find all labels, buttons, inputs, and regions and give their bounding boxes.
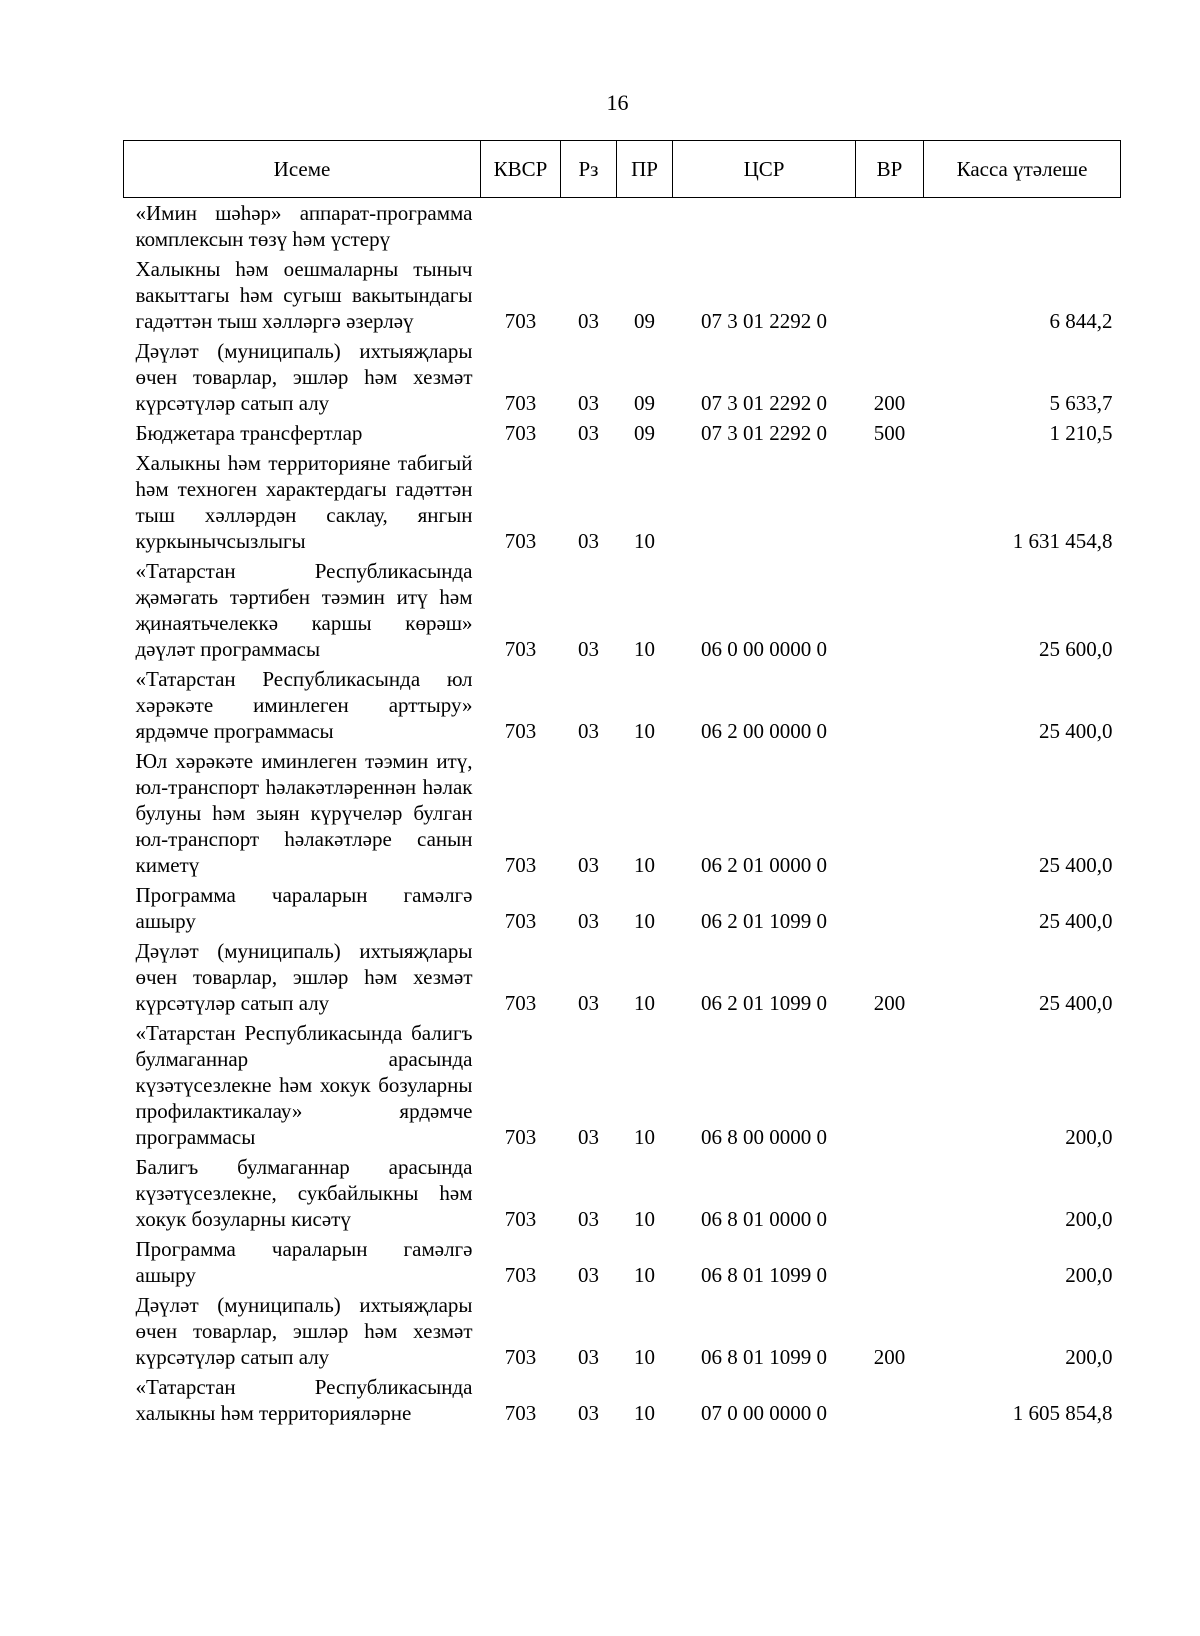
- table-row: [124, 336, 1121, 418]
- row-name: Юл хәрәкәте иминлеген тәэмин итү, юл-транспорт һәлакәтләреннән һәлак булуны һәм зыян күрүчеләр булган юл-транспорт һәлакәтләре санын киметү: [135, 749, 473, 877]
- row-kvsr: 703: [504, 853, 537, 877]
- row-vr: [856, 448, 924, 556]
- row-name: Дәүләт (муниципаль) ихтыяҗлары өчен товарлар, эшләр һәм хезмәт күрсәтүләр сатып алу: [135, 939, 473, 1015]
- table-row: [124, 1372, 1121, 1428]
- header-amount: Касса үтәлеше: [924, 141, 1121, 198]
- table-row: [124, 880, 1121, 936]
- row-vr: [856, 556, 924, 664]
- row-name: «Татарстан Республикасында юл хәрәкәте иминлеген арттыру» ярдәмче программасы: [135, 667, 473, 743]
- row-csr: 06 2 01 0000 0: [701, 853, 827, 877]
- row-pr: 09: [634, 421, 655, 445]
- row-pr: 10: [634, 1345, 655, 1369]
- row-csr: 07 3 01 2292 0: [701, 309, 827, 333]
- row-amount: 200,0: [1065, 1263, 1113, 1287]
- table-row: [124, 254, 1121, 336]
- row-rz: 03: [578, 421, 599, 445]
- row-pr: [617, 198, 673, 255]
- row-pr: 10: [634, 909, 655, 933]
- row-vr: [856, 1152, 924, 1234]
- row-rz: 03: [578, 1401, 599, 1425]
- table-row: [124, 556, 1121, 664]
- row-pr: 09: [634, 391, 655, 415]
- row-kvsr: 703: [504, 529, 537, 553]
- row-vr: 500: [873, 421, 906, 445]
- table-row: [124, 1290, 1121, 1372]
- row-csr: 07 3 01 2292 0: [701, 391, 827, 415]
- row-name: Программа чараларын гамәлгә ашыру: [135, 883, 473, 933]
- row-pr: 10: [634, 529, 655, 553]
- row-kvsr: 703: [504, 1345, 537, 1369]
- row-name: Халыкны һәм территорияне табигый һәм техноген характердагы гадәттән тыш хәлләрдән саклау, янгын куркынычсызлыгы: [135, 451, 473, 553]
- table-row: [124, 1018, 1121, 1152]
- row-vr: [856, 664, 924, 746]
- row-vr: [856, 1372, 924, 1428]
- row-vr: 200: [873, 391, 906, 415]
- row-rz: 03: [578, 637, 599, 661]
- row-amount: 25 400,0: [1039, 719, 1113, 743]
- row-rz: 03: [578, 853, 599, 877]
- table-header-row: [124, 141, 1121, 198]
- header-rz: Рз: [561, 141, 617, 198]
- table-row: [124, 936, 1121, 1018]
- table-row: [124, 418, 1121, 448]
- row-pr: 10: [634, 637, 655, 661]
- row-rz: 03: [578, 719, 599, 743]
- row-pr: 10: [634, 1125, 655, 1149]
- row-rz: 03: [578, 1125, 599, 1149]
- row-amount: 25 600,0: [1039, 637, 1113, 661]
- row-kvsr: 703: [504, 1125, 537, 1149]
- row-kvsr: 703: [504, 421, 537, 445]
- row-csr: 06 0 00 0000 0: [701, 637, 827, 661]
- row-rz: 03: [578, 391, 599, 415]
- row-vr: [856, 1234, 924, 1290]
- row-csr: 06 8 01 1099 0: [701, 1263, 827, 1287]
- row-rz: 03: [578, 529, 599, 553]
- row-amount: 200,0: [1065, 1207, 1113, 1231]
- row-csr: 07 0 00 0000 0: [701, 1401, 827, 1425]
- row-pr: 10: [634, 853, 655, 877]
- row-name: «Татарстан Республикасында җәмәгать тәртибен тәэмин итү һәм җинаятьчелеккә каршы көрәш» дәүләт программасы: [135, 559, 473, 661]
- row-pr: 09: [634, 309, 655, 333]
- row-kvsr: 703: [504, 909, 537, 933]
- row-rz: 03: [578, 991, 599, 1015]
- row-rz: 03: [578, 1207, 599, 1231]
- row-amount: 200,0: [1065, 1345, 1113, 1369]
- row-csr: [673, 448, 856, 556]
- row-rz: [561, 198, 617, 255]
- row-rz: 03: [578, 309, 599, 333]
- row-vr: 200: [873, 1345, 906, 1369]
- row-kvsr: 703: [504, 309, 537, 333]
- row-pr: 10: [634, 719, 655, 743]
- row-vr: 200: [873, 991, 906, 1015]
- row-amount: 1 210,5: [1049, 421, 1113, 445]
- row-amount: 1 605 854,8: [1012, 1401, 1113, 1425]
- row-amount: 6 844,2: [1049, 309, 1113, 333]
- row-name: Балигъ булмаганнар арасында күзәтүсезлекне, сукбайлыкны һәм хокук бозуларны кисәтү: [135, 1155, 473, 1231]
- row-name: Программа чараларын гамәлгә ашыру: [135, 1237, 473, 1287]
- table-row: [124, 448, 1121, 556]
- table-row: [124, 746, 1121, 880]
- header-name: Исеме: [124, 141, 481, 198]
- row-pr: 10: [634, 1207, 655, 1231]
- row-name: Дәүләт (муниципаль) ихтыяҗлары өчен товарлар, эшләр һәм хезмәт күрсәтүләр сатып алу: [135, 339, 473, 415]
- table-row: [124, 1234, 1121, 1290]
- row-pr: 10: [634, 1401, 655, 1425]
- row-name: «Имин шәһәр» аппарат-программа комплексын төзү һәм үстерү: [135, 201, 473, 251]
- row-amount: 200,0: [1065, 1125, 1113, 1149]
- row-vr: [856, 880, 924, 936]
- row-kvsr: 703: [504, 1401, 537, 1425]
- row-csr: [673, 198, 856, 255]
- row-name: Бюджетара трансфертлар: [135, 421, 363, 445]
- page-number: 16: [606, 90, 629, 115]
- row-kvsr: 703: [504, 1207, 537, 1231]
- row-vr: [856, 254, 924, 336]
- row-csr: 06 8 01 1099 0: [701, 1345, 827, 1369]
- table-row: [124, 1152, 1121, 1234]
- row-vr: [856, 1018, 924, 1152]
- row-csr: 06 2 01 1099 0: [701, 991, 827, 1015]
- row-kvsr: 703: [504, 391, 537, 415]
- header-pr: ПР: [617, 141, 673, 198]
- row-rz: 03: [578, 1345, 599, 1369]
- row-amount: 25 400,0: [1039, 853, 1113, 877]
- row-name: «Татарстан Республикасында халыкны һәм территорияләрне: [135, 1375, 473, 1425]
- row-rz: 03: [578, 1263, 599, 1287]
- row-csr: 06 8 00 0000 0: [701, 1125, 827, 1149]
- row-amount: 25 400,0: [1039, 909, 1113, 933]
- row-amount: [924, 198, 1121, 255]
- row-kvsr: 703: [504, 637, 537, 661]
- row-csr: 06 2 00 0000 0: [701, 719, 827, 743]
- row-kvsr: 703: [504, 991, 537, 1015]
- row-pr: 10: [634, 991, 655, 1015]
- row-name: Халыкны һәм оешмаларны тыныч вакыттагы һәм сугыш вакытындагы гадәттән тыш хәлләргә әзерләү: [135, 257, 473, 333]
- row-csr: 06 2 01 1099 0: [701, 909, 827, 933]
- row-name: «Татарстан Республикасында балигъ булмаганнар арасында күзәтүсезлекне һәм хокук бозуларны профилактикалау» ярдәмче программасы: [135, 1021, 473, 1149]
- row-kvsr: 703: [504, 719, 537, 743]
- table-row: [124, 664, 1121, 746]
- budget-table: [123, 140, 1121, 1428]
- row-amount: 1 631 454,8: [1012, 529, 1113, 553]
- row-pr: 10: [634, 1263, 655, 1287]
- header-vr: ВР: [856, 141, 924, 198]
- header-csr: ЦСР: [673, 141, 856, 198]
- row-amount: 25 400,0: [1039, 991, 1113, 1015]
- row-vr: [856, 198, 924, 255]
- row-kvsr: 703: [504, 1263, 537, 1287]
- row-rz: 03: [578, 909, 599, 933]
- row-name: Дәүләт (муниципаль) ихтыяҗлары өчен товарлар, эшләр һәм хезмәт күрсәтүләр сатып алу: [135, 1293, 473, 1369]
- table-row: [124, 198, 1121, 255]
- row-csr: 07 3 01 2292 0: [701, 421, 827, 445]
- row-kvsr: [481, 198, 561, 255]
- row-amount: 5 633,7: [1049, 391, 1113, 415]
- row-csr: 06 8 01 0000 0: [701, 1207, 827, 1231]
- row-vr: [856, 746, 924, 880]
- header-kvsr: КВСР: [481, 141, 561, 198]
